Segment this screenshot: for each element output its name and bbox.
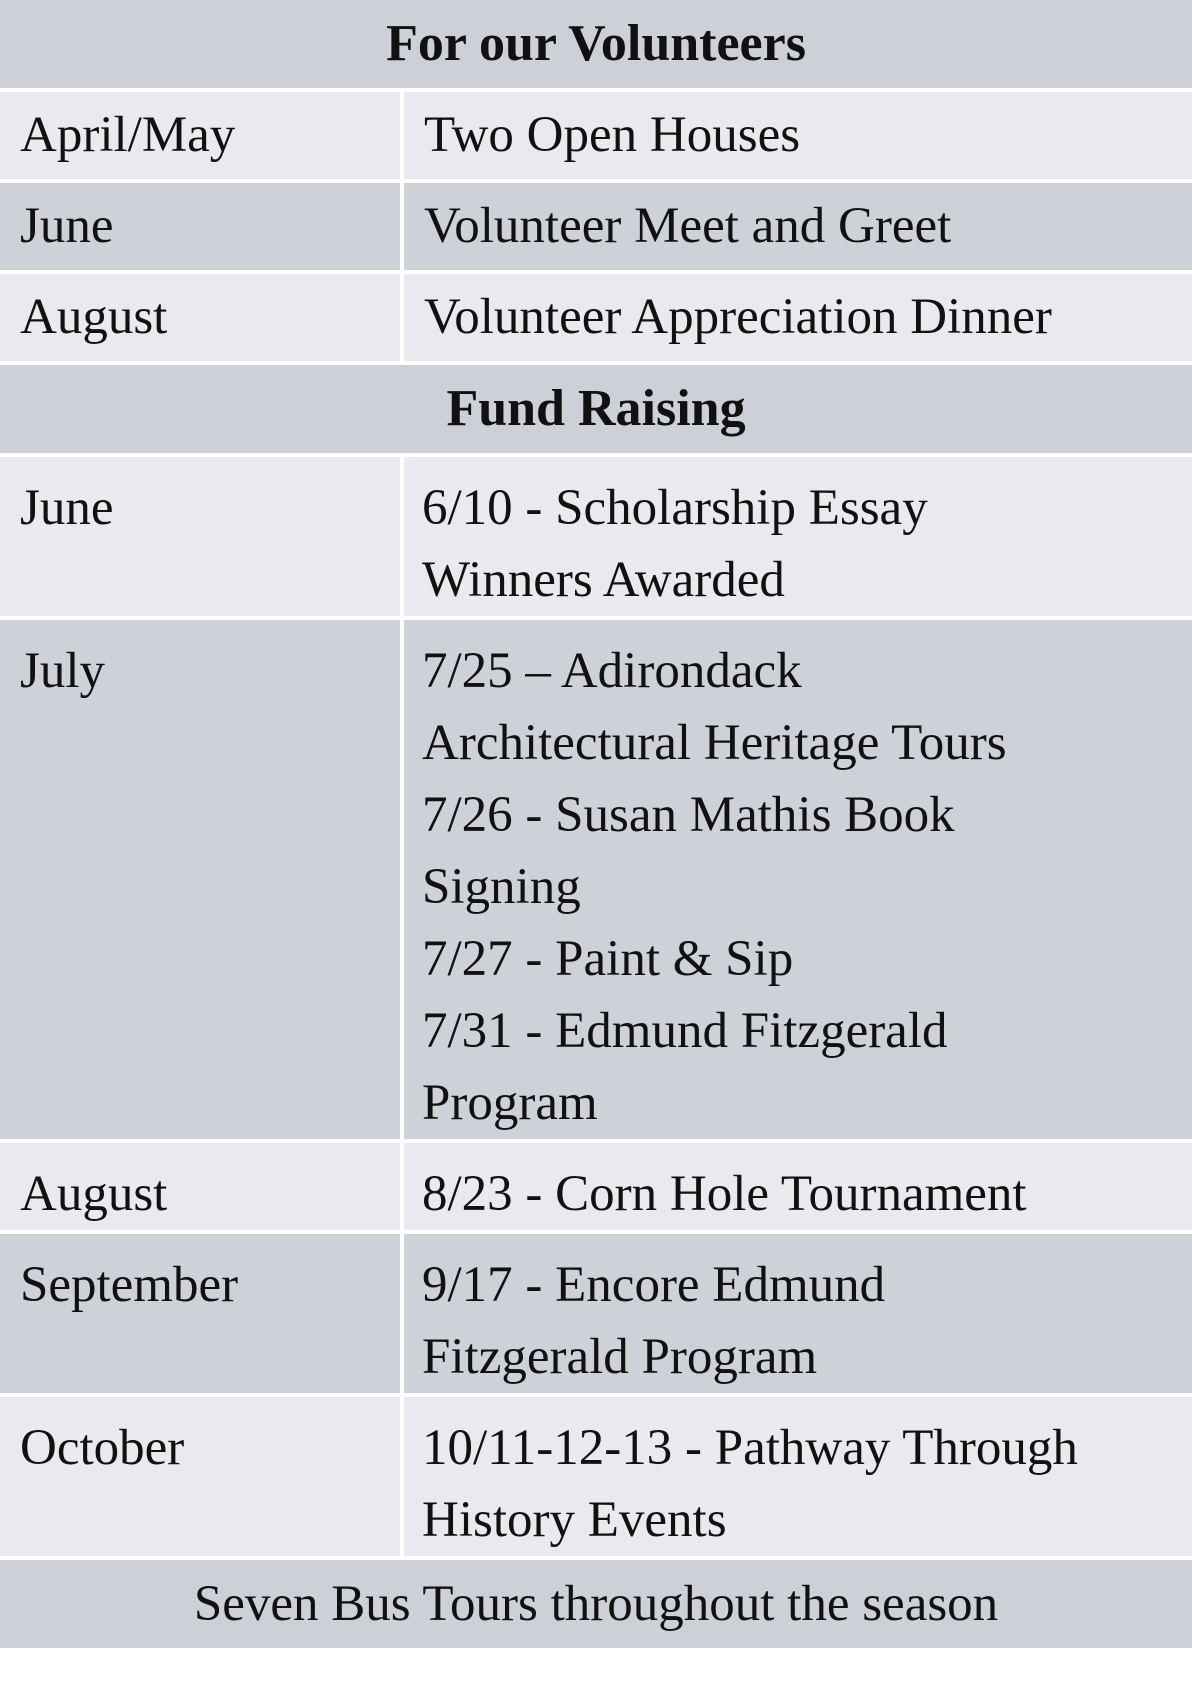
fund-raising-event-line: 7/26 - Susan Mathis Book [422,787,955,843]
fund-raising-event-cell [404,457,1192,620]
fund-raising-section-title: Fund Raising [0,365,1192,457]
fund-raising-event-line: Signing [422,859,581,915]
volunteer-event-cell: Volunteer Appreciation Dinner [404,274,1192,365]
fund-raising-event-line: Program [422,1075,598,1131]
fund-raising-event-cell [404,1397,1192,1560]
fund-raising-event-line: 7/27 - Paint & Sip [422,931,794,987]
fund-raising-row [0,620,1192,1143]
volunteer-row [0,183,1192,274]
fund-raising-event-line: 7/25 – Adirondack [422,643,802,699]
fund-raising-event-line: 9/17 - Encore Edmund [422,1257,886,1313]
fund-raising-event-line: Architectural Heritage Tours [422,715,1007,771]
fund-raising-month-cell: October [0,1397,404,1560]
fund-raising-event-line: 6/10 - Scholarship Essay [422,480,928,536]
fund-raising-event-cell [404,620,1192,1143]
fund-raising-event-cell [404,1234,1192,1397]
fund-raising-event-line: Winners Awarded [422,552,785,608]
fund-raising-month-cell: July [0,620,404,1143]
volunteers-section-header [0,0,1192,92]
fund-raising-month-cell: June [0,457,404,620]
volunteer-event-cell: Two Open Houses [404,92,1192,183]
volunteer-month-cell: August [0,274,404,365]
fund-raising-row [0,1397,1192,1560]
volunteer-month-cell: April/May [0,92,404,183]
fund-raising-row [0,457,1192,620]
fund-raising-month-cell: August [0,1143,404,1234]
fund-raising-event-line: Fitzgerald Program [422,1329,818,1385]
volunteer-row [0,92,1192,183]
volunteer-row [0,274,1192,365]
fund-raising-event-line: 10/11-12-13 - Pathway Through [422,1420,1078,1476]
fund-raising-event-cell [404,1143,1192,1234]
bus-tours-footer: Seven Bus Tours throughout the season [0,1560,1192,1652]
fund-raising-row [0,1234,1192,1397]
fund-raising-event-line: History Events [422,1492,727,1548]
fund-raising-section-header [0,365,1192,457]
volunteers-section-title: For our Volunteers [0,0,1192,92]
fund-raising-event-line: 7/31 - Edmund Fitzgerald [422,1003,948,1059]
fund-raising-month-cell: September [0,1234,404,1397]
fund-raising-row [0,1143,1192,1234]
fund-raising-event-line: 8/23 - Corn Hole Tournament [422,1166,1027,1222]
bus-tours-footer-row [0,1560,1192,1652]
volunteer-event-cell: Volunteer Meet and Greet [404,183,1192,274]
volunteer-month-cell: June [0,183,404,274]
